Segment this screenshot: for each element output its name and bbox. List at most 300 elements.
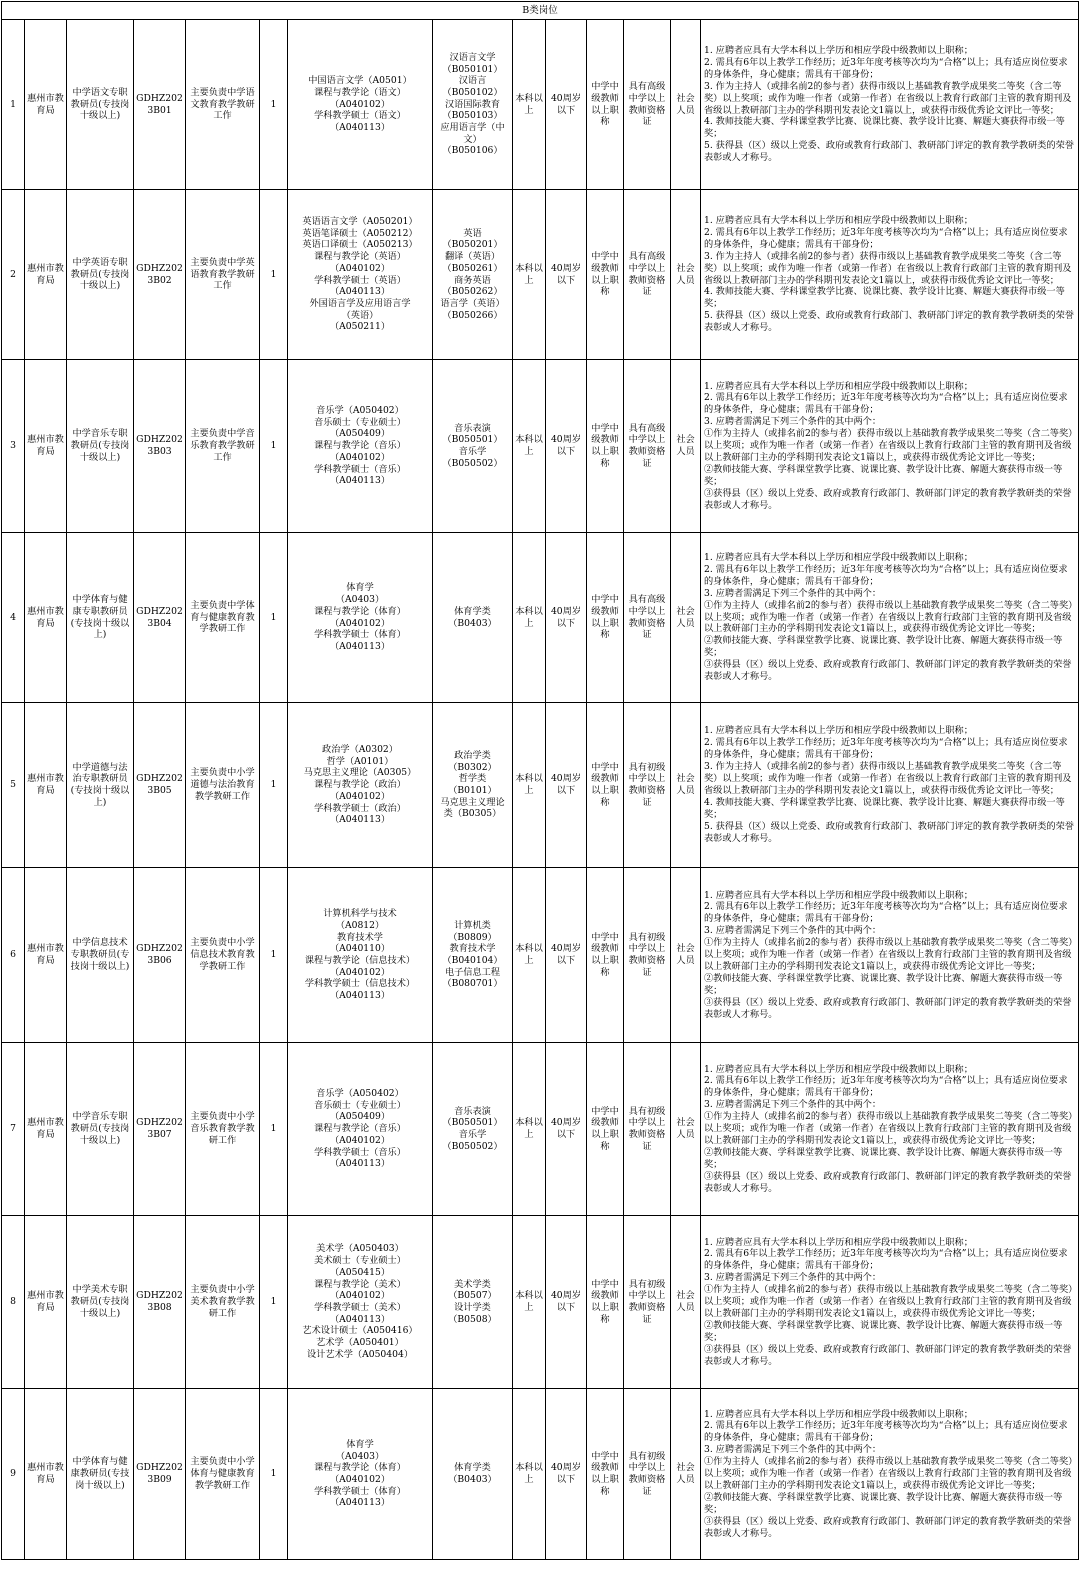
position-code: GDHZ2023B01 [134,20,186,190]
position-code: GDHZ2023B02 [134,190,186,360]
master-major-line: 学科教学硕士（体育） [314,629,406,641]
requirement-line: 4. 教师技能大赛、学科课堂教学比赛、说课比赛、教学设计比赛、解题大赛获得市级一等奖； [704,796,1065,820]
master-major-line: （A0403） [335,594,385,606]
master-major-line: 学科教学硕士（音乐） [314,1146,406,1158]
education-requirement: 本科以上 [513,868,546,1043]
title-requirement: 中学中级教师以上职称 [587,20,624,190]
position-code: GDHZ2023B09 [134,1389,186,1560]
bachelor-major-line: 类（B0305） [443,808,502,820]
row-number: 6 [2,868,25,1043]
requirement-line: 1. 应聘者应具有大学本科以上学历和相应学段中级教师以上职称； [704,380,973,392]
master-major-line: （A040113） [329,640,391,652]
master-major-line: 学科教学硕士（音乐） [314,463,406,475]
bachelor-majors [433,1043,513,1216]
requirement-line: ②教师技能大赛、学科课堂教学比赛、说课比赛、教学设计比赛、解题大赛获得市级一等奖； [704,635,1063,659]
bachelor-majors [433,868,513,1043]
requirement-line: 1. 应聘者应具有大学本科以上学历和相应学段中级教师以上职称； [704,552,973,564]
hiring-count: 1 [260,1216,288,1389]
job-duty: 主要负责中小学音乐教育教学教研工作 [186,1043,260,1216]
requirement-line: ①作为主持人（或排名前2的参与者）获得市级以上基础教育教学成果奖二等奖（含二等奖）以上奖项；或作为唯一作者（或第一作者）在省级以上教育行政部门主管的教育期刊及省级以上教研部门主办的学科期刊发表论文1篇以上，或获得市级优秀论文评比一等奖； [704,599,1073,635]
master-major-line: 课程与教学论（英语） [314,251,406,263]
master-majors [288,868,433,1043]
bachelor-majors [433,360,513,533]
position-name: 中学音乐专职教研员(专技岗十级以上) [67,360,134,533]
title-requirement: 中学中级教师以上职称 [587,868,624,1043]
position-name: 中学体育与健康教研员(专技岗十级以上) [67,1389,134,1560]
requirement-line: ③获得县（区）级以上党委、政府或教育行政部门、教研部门评定的教育教学教研类的荣誉表彰或人才称号。 [704,487,1072,511]
requirement-line: 1. 应聘者应具有大学本科以上学历和相应学段中级教师以上职称； [704,1408,973,1420]
requirement-line: 3. 应聘者需满足下列三个条件的其中两个： [704,587,882,599]
hiring-target: 社会人员 [671,1043,701,1216]
bachelor-major-line: 汉语言 [458,75,487,87]
qualification-requirement: 具有初级中学以上教师资格证 [624,868,671,1043]
bachelor-majors [433,20,513,190]
bachelor-major-line: 音乐学 [458,1129,487,1140]
master-major-line: （A050409） [329,1111,391,1123]
master-major-line: 课程与教学论（语文） [314,86,406,98]
hiring-count: 1 [260,190,288,360]
master-major-line: 体育学 [346,582,374,594]
table-row [2,868,1079,1043]
hiring-count: 1 [260,360,288,533]
position-name: 中学语文专职教研员(专技岗十级以上) [67,20,134,190]
master-major-line: 艺术设计硕士（A050416） [302,1325,418,1337]
requirement-line: ②教师技能大赛、学科课堂教学比赛、说课比赛、教学设计比赛、解题大赛获得市级一等奖； [704,1146,1063,1170]
master-major-line: 学科教学硕士（政治） [314,802,406,814]
position-name: 中学英语专职教研员(专技岗十级以上) [67,190,134,360]
qualification-requirement: 具有高级中学以上教师资格证 [624,20,671,190]
other-requirements [701,1389,1079,1560]
bachelor-major-line: 汉语国际教育 [444,98,501,110]
master-major-line: （A040113） [329,990,391,1002]
requirement-line: 3. 应聘者需满足下列三个条件的其中两个： [704,925,882,937]
hiring-count: 1 [260,1043,288,1216]
job-duty: 主要负责中小学体育与健康教育教学教研工作 [186,1389,260,1560]
table-row [2,533,1079,703]
bachelor-majors [433,190,513,360]
job-duty: 主要负责中学体育与健康教育教学教研工作 [186,533,260,703]
master-major-line: 课程与教学论（音乐） [314,1123,406,1135]
requirement-line: 2. 需具有6年以上教学工作经历；近3年年度考核等次均为“合格”以上；具有适应岗位要求的身体条件，身心健康；需具有干部身份； [704,737,1068,761]
bachelor-major-line: （B050262） [442,286,503,298]
hiring-target: 社会人员 [671,533,701,703]
master-major-line: 美术学（A050403） [316,1243,404,1255]
table-row [2,703,1079,868]
master-major-line: 学科教学硕士（美术） [314,1302,406,1313]
hiring-unit: 惠州市教育局 [25,190,67,360]
master-major-line: 课程与教学论（美术） [314,1278,406,1290]
master-major-line: （A040102） [329,98,391,110]
bachelor-majors [433,703,513,868]
bachelor-major-line: （B050501） [442,1117,503,1129]
row-number: 5 [2,703,25,868]
master-major-line: （A040113） [329,1158,391,1170]
requirement-line: 1. 应聘者应具有大学本科以上学历和相应学段中级教师以上职称； [704,1236,973,1248]
master-major-line: （A050211） [329,321,391,333]
bachelor-major-line: （B050502） [442,457,503,469]
requirement-line: 5. 获得县（区）级以上党委、政府或教育行政部门、教研部门评定的教育教学教研类的荣誉表彰或人才称号。 [704,310,1074,334]
table-title-row [2,2,1079,20]
requirement-line: ①作为主持人（或排名前2的参与者）获得市级以上基础教育教学成果奖二等奖（含二等奖）以上奖项；或作为唯一作者（或第一作者）在省级以上教育行政部门主管的教育期刊及省级以上教研部门主办的学科期刊发表论文1篇以上，或获得市级优秀论文评比一等奖； [704,428,1073,463]
position-code: GDHZ2023B06 [134,868,186,1043]
master-major-line: 音乐学（A050402） [316,1088,404,1100]
hiring-count: 1 [260,20,288,190]
recruitment-table [1,1,1079,1560]
master-major-line: 教育技术学 [337,931,383,943]
master-majors [288,703,433,868]
requirement-line: 1. 应聘者应具有大学本科以上学历和相应学段中级教师以上职称； [704,214,973,226]
job-duty: 主要负责中小学信息技术教育教学教研工作 [186,868,260,1043]
education-requirement: 本科以上 [513,20,546,190]
bachelor-major-line: （B050502） [442,1140,503,1152]
age-requirement: 40周岁以下 [546,360,587,533]
hiring-count: 1 [260,1389,288,1560]
master-majors [288,1389,433,1560]
job-duty: 主要负责中小学道德与法治教育教学教研工作 [186,703,260,868]
master-major-line: 音乐硕士（专业硕士） [314,1099,406,1111]
master-major-line: 体育学 [346,1438,374,1450]
hiring-count: 1 [260,703,288,868]
master-majors [288,190,433,360]
bachelor-major-line: 文） [463,133,482,145]
other-requirements [701,190,1079,360]
qualification-requirement: 具有初级中学以上教师资格证 [624,1389,671,1560]
table-row [2,190,1079,360]
requirement-line: ②教师技能大赛、学科课堂教学比赛、说课比赛、教学设计比赛、解题大赛获得市级一等奖； [704,1491,1063,1515]
master-major-line: （A040102） [329,451,391,463]
master-major-line: 哲学（A0101） [326,755,394,767]
bachelor-major-line: 应用语言学（中 [440,122,505,134]
bachelor-major-line: 音乐表演 [454,422,491,434]
master-majors [288,20,433,190]
master-majors [288,533,433,703]
master-major-line: 英语语言文学（A050201） [302,215,418,227]
master-major-line: （A050409） [329,428,391,440]
master-major-line: 课程与教学论（体育） [314,1462,406,1474]
master-major-line: 课程与教学论（政治） [314,779,406,791]
age-requirement: 40周岁以下 [546,20,587,190]
position-name: 中学体育与健康专职教研员(专技岗十级以上) [67,533,134,703]
position-code: GDHZ2023B08 [134,1216,186,1389]
requirement-line: ①作为主持人（或排名前2的参与者）获得市级以上基础教育教学成果奖二等奖（含二等奖）以上奖项；或作为唯一作者（或第一作者）在省级以上教育行政部门主管的教育期刊及省级以上教研部门主办的学科期刊发表论文1篇以上，或获得市级优秀论文评比一等奖； [704,1111,1073,1146]
master-major-line: （A040102） [329,966,391,978]
education-requirement: 本科以上 [513,1389,546,1560]
position-name: 中学道德与法治专职教研员(专技岗十级以上) [67,703,134,868]
age-requirement: 40周岁以下 [546,190,587,360]
master-major-line: （A040113） [329,286,391,298]
bachelor-major-line: 体育学类 [454,605,491,617]
master-major-line: （A040113） [329,475,391,487]
bachelor-major-line: （B050501） [442,434,503,446]
hiring-target: 社会人员 [671,703,701,868]
bachelor-major-line: （B0508） [448,1313,497,1325]
requirement-line: 2. 需具有6年以上教学工作经历；近3年年度考核等次均为“合格”以上；具有适应岗位要求的身体条件，身心健康；需具有干部身份； [704,226,1068,250]
master-major-line: （A040110） [329,943,391,955]
requirement-line: 3. 应聘者需满足下列三个条件的其中两个： [704,416,882,428]
title-requirement: 中学中级教师以上职称 [587,190,624,360]
education-requirement: 本科以上 [513,533,546,703]
title-requirement: 中学中级教师以上职称 [587,703,624,868]
bachelor-major-line: （B0302） [448,761,497,773]
master-majors [288,1216,433,1389]
master-major-line: 学科教学硕士（信息技术） [304,978,416,990]
hiring-unit: 惠州市教育局 [25,1389,67,1560]
requirement-line: ③获得县（区）级以上党委、政府或教育行政部门、教研部门评定的教育教学教研类的荣誉表彰或人才称号。 [704,996,1072,1020]
requirement-line: 2. 需具有6年以上教学工作经历；近3年年度考核等次均为“合格”以上；具有适应岗位要求的身体条件，身心健康；需具有干部身份； [704,1075,1068,1099]
requirement-line: 3. 应聘者需满足下列三个条件的其中两个： [704,1444,882,1456]
requirement-line: ①作为主持人（或排名前2的参与者）获得市级以上基础教育教学成果奖二等奖（含二等奖）以上奖项；或作为唯一作者（或第一作者）在省级以上教育行政部门主管的教育期刊及省级以上教研部门主办的学科期刊发表论文1篇以上，或获得市级优秀论文评比一等奖； [704,1284,1073,1319]
bachelor-major-line: 语言学（英语） [440,297,505,309]
age-requirement: 40周岁以下 [546,1043,587,1216]
qualification-requirement: 具有初级中学以上教师资格证 [624,1043,671,1216]
position-code: GDHZ2023B07 [134,1043,186,1216]
master-major-line: 课程与教学论（信息技术） [304,955,416,966]
other-requirements [701,360,1079,533]
age-requirement: 40周岁以下 [546,533,587,703]
requirement-line: 1. 应聘者应具有大学本科以上学历和相应学段中级教师以上职称； [704,725,973,737]
position-code: GDHZ2023B03 [134,360,186,533]
master-major-line: 政治学（A0302） [322,744,398,756]
bachelor-major-line: 音乐学 [458,446,487,457]
requirement-line: ②教师技能大赛、学科课堂教学比赛、说课比赛、教学设计比赛、解题大赛获得市级一等奖； [704,972,1063,996]
bachelor-major-line: （B0403） [448,617,497,629]
education-requirement: 本科以上 [513,1216,546,1389]
hiring-target: 社会人员 [671,360,701,533]
hiring-unit: 惠州市教育局 [25,703,67,868]
requirement-line: 5. 获得县（区）级以上党委、政府或教育行政部门、教研部门评定的教育教学教研类的荣誉表彰或人才称号。 [704,820,1074,844]
qualification-requirement: 具有高级中学以上教师资格证 [624,360,671,533]
age-requirement: 40周岁以下 [546,703,587,868]
table-row [2,1389,1079,1560]
master-major-line: 艺术学（A050401） [316,1337,404,1349]
requirement-line: 3. 应聘者需满足下列三个条件的其中两个： [704,1272,882,1284]
age-requirement: 40周岁以下 [546,1389,587,1560]
other-requirements [701,703,1079,868]
hiring-unit: 惠州市教育局 [25,1043,67,1216]
title-requirement: 中学中级教师以上职称 [587,1216,624,1389]
master-major-line: 中国语言文学（A0501） [308,75,412,87]
requirement-line: 3. 应聘者需满足下列三个条件的其中两个： [704,1099,882,1111]
requirement-line: ②教师技能大赛、学科课堂教学比赛、说课比赛、教学设计比赛、解题大赛获得市级一等奖； [704,463,1063,487]
master-major-line: （A040113） [329,122,391,134]
job-duty: 主要负责中学语文教育教学教研工作 [186,20,260,190]
master-major-line: （A040102） [329,1134,391,1146]
bachelor-major-line: （B0403） [448,1474,497,1485]
master-major-line: 英语笔译硕士（A050212） [302,227,418,239]
bachelor-major-line: 英语 [463,227,482,239]
requirement-line: ③获得县（区）级以上党委、政府或教育行政部门、教研部门评定的教育教学教研类的荣誉表彰或人才称号。 [704,1170,1072,1194]
bachelor-major-line: 计算机类 [454,919,491,931]
bachelor-major-line: （B0507） [448,1290,497,1302]
bachelor-majors [433,533,513,703]
requirement-line: 5. 获得县（区）级以上党委、政府或教育行政部门、教研部门评定的教育教学教研类的荣誉表彰或人才称号。 [704,140,1074,164]
qualification-requirement: 具有初级中学以上教师资格证 [624,1216,671,1389]
bachelor-major-line: 美术学类 [454,1278,491,1290]
master-major-line: （A040102） [329,262,391,274]
master-major-line: 美术硕士（专业硕士） [314,1255,406,1267]
requirement-line: ①作为主持人（或排名前2的参与者）获得市级以上基础教育教学成果奖二等奖（含二等奖）以上奖项；或作为唯一作者（或第一作者）在省级以上教育行政部门主管的教育期刊及省级以上教研部门主办的学科期刊发表论文1篇以上，或获得市级优秀论文评比一等奖； [704,1456,1073,1491]
requirement-line: ②教师技能大赛、学科课堂教学比赛、说课比赛、教学设计比赛、解题大赛获得市级一等奖； [704,1319,1063,1343]
master-major-line: （A040102） [329,1290,391,1302]
age-requirement: 40周岁以下 [546,1216,587,1389]
qualification-requirement: 具有初级中学以上教师资格证 [624,703,671,868]
requirement-line: 2. 需具有6年以上教学工作经历；近3年年度考核等次均为“合格”以上；具有适应岗位要求的身体条件，身心健康；需具有干部身份； [704,1248,1068,1272]
hiring-unit: 惠州市教育局 [25,868,67,1043]
table-row [2,20,1079,190]
master-major-line: （A050415） [329,1266,391,1278]
requirement-line: 3. 作为主持人（或排名前2的参与者）获得市级以上基础教育教学成果奖二等奖（含二等奖）以上奖项；或作为唯一作者（或第一作者）在省级以上教育行政部门主管的教育期刊及省级以上教研部门主办的学科期刊发表论文1篇以上，或获得市级优秀论文评比一等奖； [704,80,1072,116]
master-major-line: 设计艺术学（A050404） [306,1348,414,1360]
hiring-count: 1 [260,868,288,1043]
row-number: 4 [2,533,25,703]
title-requirement: 中学中级教师以上职称 [587,533,624,703]
qualification-requirement: 具有高级中学以上教师资格证 [624,190,671,360]
requirement-line: 2. 需具有6年以上教学工作经历；近3年年度考核等次均为“合格”以上；具有适应岗位要求的身体条件，身心健康；需具有干部身份； [704,1420,1068,1444]
requirement-line: 1. 应聘者应具有大学本科以上学历和相应学段中级教师以上职称； [704,889,973,901]
table-row [2,1216,1079,1389]
master-major-line: 学科教学硕士（体育） [314,1485,406,1497]
requirement-line: 4. 教师技能大赛、学科课堂教学比赛、说课比赛、教学设计比赛、解题大赛获得市级一等奖； [704,286,1065,310]
bachelor-major-line: （B050106） [442,145,503,157]
master-major-line: 音乐硕士（专业硕士） [314,416,406,428]
position-name: 中学音乐专职教研员(专技岗十级以上) [67,1043,134,1216]
bachelor-major-line: （B0101） [448,785,497,796]
bachelor-major-line: 设计学类 [454,1302,491,1313]
position-name: 中学美术专职教研员(专技岗十级以上) [67,1216,134,1389]
hiring-unit: 惠州市教育局 [25,533,67,703]
row-number: 7 [2,1043,25,1216]
education-requirement: 本科以上 [513,1043,546,1216]
title-requirement: 中学中级教师以上职称 [587,1389,624,1560]
requirement-line: ③获得县（区）级以上党委、政府或教育行政部门、教研部门评定的教育教学教研类的荣誉表彰或人才称号。 [704,659,1072,683]
other-requirements [701,20,1079,190]
requirement-line: ①作为主持人（或排名前2的参与者）获得市级以上基础教育教学成果奖二等奖（含二等奖）以上奖项；或作为唯一作者（或第一作者）在省级以上教育行政部门主管的教育期刊及省级以上教研部门主办的学科期刊发表论文1篇以上，或获得市级优秀论文评比一等奖； [704,937,1073,972]
bachelor-major-line: 教育技术学 [449,943,496,955]
position-code: GDHZ2023B04 [134,533,186,703]
other-requirements [701,1216,1079,1389]
hiring-target: 社会人员 [671,1216,701,1389]
bachelor-major-line: （B050261） [442,262,503,274]
table-row [2,360,1079,533]
bachelor-major-line: 音乐表演 [454,1105,491,1117]
requirement-line: 4. 教师技能大赛、学科课堂教学比赛、说课比赛、教学设计比赛、解题大赛获得市级一等奖； [704,116,1065,140]
master-major-line: 课程与教学论（音乐） [314,440,406,452]
master-majors [288,360,433,533]
bachelor-major-line: （B050201） [442,239,503,251]
master-major-line: （A040102） [329,790,391,802]
bachelor-major-line: 体育学类 [454,1462,491,1474]
education-requirement: 本科以上 [513,190,546,360]
bachelor-major-line: 电子信息工程 [444,966,501,978]
master-major-line: 计算机科学与技术 [323,908,397,920]
bachelor-major-line: 马克思主义理论 [440,796,505,808]
title-requirement: 中学中级教师以上职称 [587,1043,624,1216]
master-major-line: 马克思主义理论（A0305） [303,767,417,779]
master-major-line: 学科教学硕士（英语） [314,274,406,286]
requirement-line: ③获得县（区）级以上党委、政府或教育行政部门、教研部门评定的教育教学教研类的荣誉表彰或人才称号。 [704,1515,1072,1539]
other-requirements [701,1043,1079,1216]
master-major-line: 课程与教学论（体育） [314,605,406,617]
table-title: B类岗位 [2,2,1079,20]
bachelor-major-line: 商务英语 [454,274,491,286]
hiring-unit: 惠州市教育局 [25,1216,67,1389]
position-name: 中学信息技术专职教研员(专技岗十级以上) [67,868,134,1043]
bachelor-major-line: （B0809） [448,931,497,943]
education-requirement: 本科以上 [513,360,546,533]
row-number: 2 [2,190,25,360]
master-major-line: 外国语言学及应用语言学 [309,297,411,309]
bachelor-majors [433,1216,513,1389]
bachelor-majors [433,1389,513,1560]
bachelor-major-line: （B050101） [442,63,503,75]
requirement-line: 3. 作为主持人（或排名前2的参与者）获得市级以上基础教育教学成果奖二等奖（含二等奖）以上奖项；或作为唯一作者（或第一作者）在省级以上教育行政部门主管的教育期刊及省级以上教研部门主办的学科期刊发表论文1篇以上，或获得市级优秀论文评比一等奖； [704,250,1072,286]
title-requirement: 中学中级教师以上职称 [587,360,624,533]
hiring-target: 社会人员 [671,20,701,190]
row-number: 3 [2,360,25,533]
hiring-target: 社会人员 [671,868,701,1043]
master-major-line: （英语） [341,309,379,321]
age-requirement: 40周岁以下 [546,868,587,1043]
requirement-line: ③获得县（区）级以上党委、政府或教育行政部门、教研部门评定的教育教学教研类的荣誉表彰或人才称号。 [704,1343,1072,1367]
requirement-line: 1. 应聘者应具有大学本科以上学历和相应学段中级教师以上职称； [704,44,973,56]
bachelor-major-line: （B050102） [442,86,503,98]
bachelor-major-line: 汉语言文学 [449,51,496,63]
bachelor-major-line: （B050266） [442,309,503,321]
master-majors [288,1043,433,1216]
hiring-count: 1 [260,533,288,703]
master-major-line: 学科教学硕士（语文） [314,110,406,122]
row-number: 1 [2,20,25,190]
requirement-line: 2. 需具有6年以上教学工作经历；近3年年度考核等次均为“合格”以上；具有适应岗位要求的身体条件，身心健康；需具有干部身份； [704,901,1068,925]
requirement-line: 2. 需具有6年以上教学工作经历；近3年年度考核等次均为“合格”以上；具有适应岗位要求的身体条件，身心健康；需具有干部身份； [704,56,1068,80]
master-major-line: 音乐学（A050402） [316,405,404,417]
master-major-line: （A040102） [329,1474,391,1485]
master-major-line: 英语口译硕士（A050213） [302,239,418,251]
education-requirement: 本科以上 [513,703,546,868]
bachelor-major-line: （B040104） [442,955,503,966]
job-duty: 主要负责中学音乐教育教学教研工作 [186,360,260,533]
bachelor-major-line: 哲学类 [458,773,487,785]
master-major-line: （A040113） [329,814,391,826]
job-duty: 主要负责中学英语教育教学教研工作 [186,190,260,360]
master-major-line: （A0403） [335,1450,385,1462]
requirement-line: 2. 需具有6年以上教学工作经历；近3年年度考核等次均为“合格”以上；具有适应岗位要求的身体条件，身心健康；需具有干部身份； [704,392,1068,416]
other-requirements [701,533,1079,703]
row-number: 8 [2,1216,25,1389]
requirement-line: 2. 需具有6年以上教学工作经历；近3年年度考核等次均为“合格”以上；具有适应岗位要求的身体条件，身心健康；需具有干部身份； [704,563,1068,587]
bachelor-major-line: 翻译（英语） [444,251,501,263]
master-major-line: （A040113） [329,1313,391,1325]
hiring-unit: 惠州市教育局 [25,20,67,190]
bachelor-major-line: （B050103） [442,110,503,122]
qualification-requirement: 具有高级中学以上教师资格证 [624,533,671,703]
other-requirements [701,868,1079,1043]
table-row [2,1043,1079,1216]
requirement-line: 1. 应聘者应具有大学本科以上学历和相应学段中级教师以上职称； [704,1063,973,1075]
hiring-unit: 惠州市教育局 [25,360,67,533]
hiring-target: 社会人员 [671,190,701,360]
hiring-target: 社会人员 [671,1389,701,1560]
bachelor-major-line: （B080701） [442,978,503,990]
row-number: 9 [2,1389,25,1560]
position-code: GDHZ2023B05 [134,703,186,868]
master-major-line: （A040113） [329,1497,391,1509]
requirement-line: 3. 作为主持人（或排名前2的参与者）获得市级以上基础教育教学成果奖二等奖（含二等奖）以上奖项；或作为唯一作者（或第一作者）在省级以上教育行政部门主管的教育期刊及省级以上教研部门主办的学科期刊发表论文1篇以上，或获得市级优秀论文评比一等奖； [704,761,1072,796]
master-major-line: （A0812） [335,919,385,931]
job-duty: 主要负责中小学美术教育教学教研工作 [186,1216,260,1389]
master-major-line: （A040102） [329,617,391,629]
bachelor-major-line: 政治学类 [454,749,491,761]
